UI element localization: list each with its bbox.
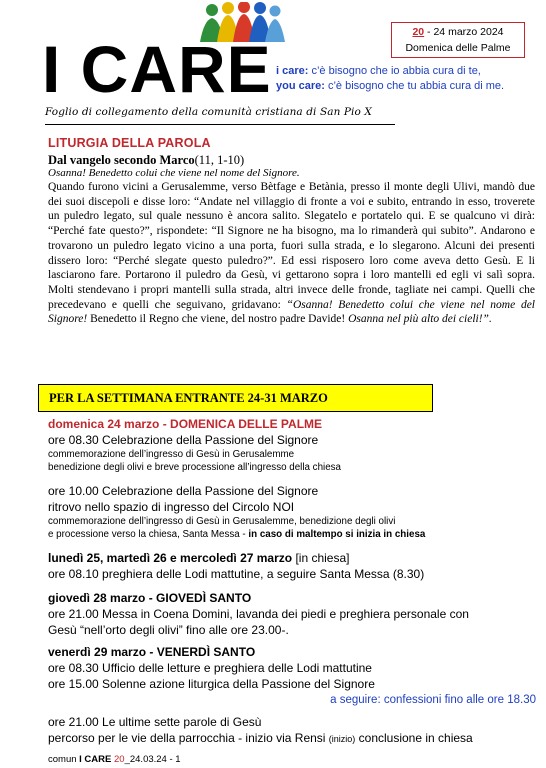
gospel-italic-1: “Osanna! Benedetto colui che viene nel nome del Signore! <box>48 298 535 326</box>
schedule-thursday <box>48 590 536 638</box>
gospel-body-mid: Benedetto il Regno che viene, del nostro padre Davide! <box>87 313 349 326</box>
mon-wed-header <box>48 550 536 566</box>
week-banner: PER LA SETTIMANA ENTRANTE 24-31 MARZO <box>38 384 433 412</box>
sunday-line-7a: e processione verso la chiesa, Santa Messa - <box>48 529 249 540</box>
sunday-line-2: commemorazione dell’ingresso di Gesù in Gerusalemme <box>48 449 295 460</box>
friday-line-2: ore 15.00 Solenne azione liturgica della Passione del Signore <box>48 677 375 691</box>
thursday-line-1: ore 21.00 Messa in Coena Domini, lavanda dei piedi e preghiera personale con <box>48 607 469 621</box>
newsletter-subtitle: Foglio di collegamento della comunità cristiana di San Pio X <box>45 106 372 118</box>
footer-brand: I CARE <box>79 754 112 765</box>
gospel-body: Quando furono vicini a Gerusalemme, verso Bètfage e Betània, presso il monte degli Ulivi, mandò due dei suoi discepoli e disse loro: “Andate nel villaggio di fronte a voi e subito, entrando in esso, troverete un puledro legato, sul quale nessuno è ancora salito. Slegatelo e portatelo qui. E se qualcuno vi dirà: “Perché fate questo?”, rispondete: “Il Signore ne ha bisogno, ma lo rimanderà qui subito”. Andarono e trovarono un puledro legato vicino a una porta, fuori sulla strada, e lo slegarono. Alcuni dei presenti dissero loro: “Perché slegate questo puledro?”. Ed essi risposero loro come aveva detto Gesù. E li lasciarono fare. Portarono il puledro da Gesù, vi gettarono sopra i loro mantelli ed egli vi salì sopra. Molti stendevano i propri mantelli sulla strada, altri invece delle fronde, tagliate nei campi. Quelli che precedevano e quelli che seguivano, gridavano: <box>48 181 535 311</box>
schedule-friday <box>48 644 536 747</box>
friday-line-1: ore 08.30 Ufficio delle letture e preghiera delle Lodi mattutine <box>48 661 372 675</box>
friday-header: venerdì 29 marzo - VENERDÌ SANTO <box>48 645 256 659</box>
sunday-line-7 <box>48 528 536 541</box>
gospel-italic-2: Osanna nel più alto dei cieli!”. <box>348 313 492 326</box>
footer-prefix: comun <box>48 754 80 765</box>
motto-text-1: c’è bisogno che io abbia cura di te, <box>308 65 481 77</box>
motto <box>276 64 504 94</box>
sunday-line-7b: in caso di maltempo si inizia in chiesa <box>248 529 426 540</box>
thursday-line-2: Gesù “nell’orto degli olivi” fino alle ore 23.00-. <box>48 623 289 637</box>
footer-number: 20 <box>111 754 125 765</box>
motto-line-1 <box>276 64 504 79</box>
issue-number: 20 <box>412 26 425 38</box>
logo-title: I CARE <box>42 32 272 106</box>
gospel-source <box>48 153 244 168</box>
gospel-source-name: Dal vangelo secondo Marco <box>48 153 195 167</box>
friday-line-5c: conclusione in chiesa <box>355 731 473 745</box>
gospel-source-ref: (11, 1-10) <box>194 153 245 167</box>
motto-label-2: you care: <box>276 80 325 92</box>
mon-wed-line-1: ore 08.10 preghiera delle Lodi mattutine, a seguire Santa Messa (8.30) <box>48 567 425 581</box>
sunday-title: - DOMENICA DELLE PALME <box>159 417 323 431</box>
friday-line-5 <box>48 730 536 747</box>
gospel-antiphon: Osanna! Benedetto colui che viene nel nome del Signore. <box>48 167 300 179</box>
issue-date: - 24 marzo 2024 <box>424 26 504 38</box>
sunday-line-3: benedizione degli olivi e breve processione all’ingresso della chiesa <box>48 462 341 473</box>
sunday-line-6: commemorazione dell’ingresso di Gesù in Gerusalemme, benedizione degli olivi <box>48 516 396 527</box>
issue-box <box>391 22 525 58</box>
schedule-mon-wed <box>48 550 536 582</box>
motto-line-2 <box>276 79 504 94</box>
header-divider <box>45 124 395 125</box>
motto-text-2: c’è bisogno che tu abbia cura di me. <box>324 80 505 92</box>
friday-line-4: ore 21.00 Le ultime sette parole di Gesù <box>48 715 262 729</box>
liturgy-title: LITURGIA DELLA PAROLA <box>48 136 211 150</box>
mon-wed-note: [in chiesa] <box>292 551 350 565</box>
gospel-text <box>48 180 535 327</box>
sunday-header <box>48 416 536 432</box>
sunday-line-1: ore 08.30 Celebrazione della Passione del Signore <box>48 433 319 447</box>
sunday-line-4: ore 10.00 Celebrazione della Passione del Signore <box>48 484 319 498</box>
page-footer <box>48 754 181 765</box>
issue-occasion: Domenica delle Palme <box>405 42 511 54</box>
sunday-date: domenica 24 marzo <box>48 417 160 431</box>
sunday-line-5: ritrovo nello spazio di ingresso del Circolo NOI <box>48 500 295 514</box>
mon-wed-dates: lunedì 25, martedì 26 e mercoledì 27 marzo <box>48 551 293 565</box>
friday-line-5b: (inizio) <box>328 734 356 744</box>
schedule-sunday <box>48 416 536 541</box>
motto-label-1: i care: <box>276 65 309 77</box>
issue-number-line <box>392 24 524 40</box>
thursday-header: giovedì 28 marzo - GIOVEDÌ SANTO <box>48 591 252 605</box>
friday-line-5a: percorso per le vie della parrocchia - inizio via Rensi <box>48 731 329 745</box>
footer-suffix: _24.03.24 - 1 <box>124 754 181 765</box>
friday-confessions: a seguire: confessioni fino alle ore 18.30 <box>330 694 536 706</box>
